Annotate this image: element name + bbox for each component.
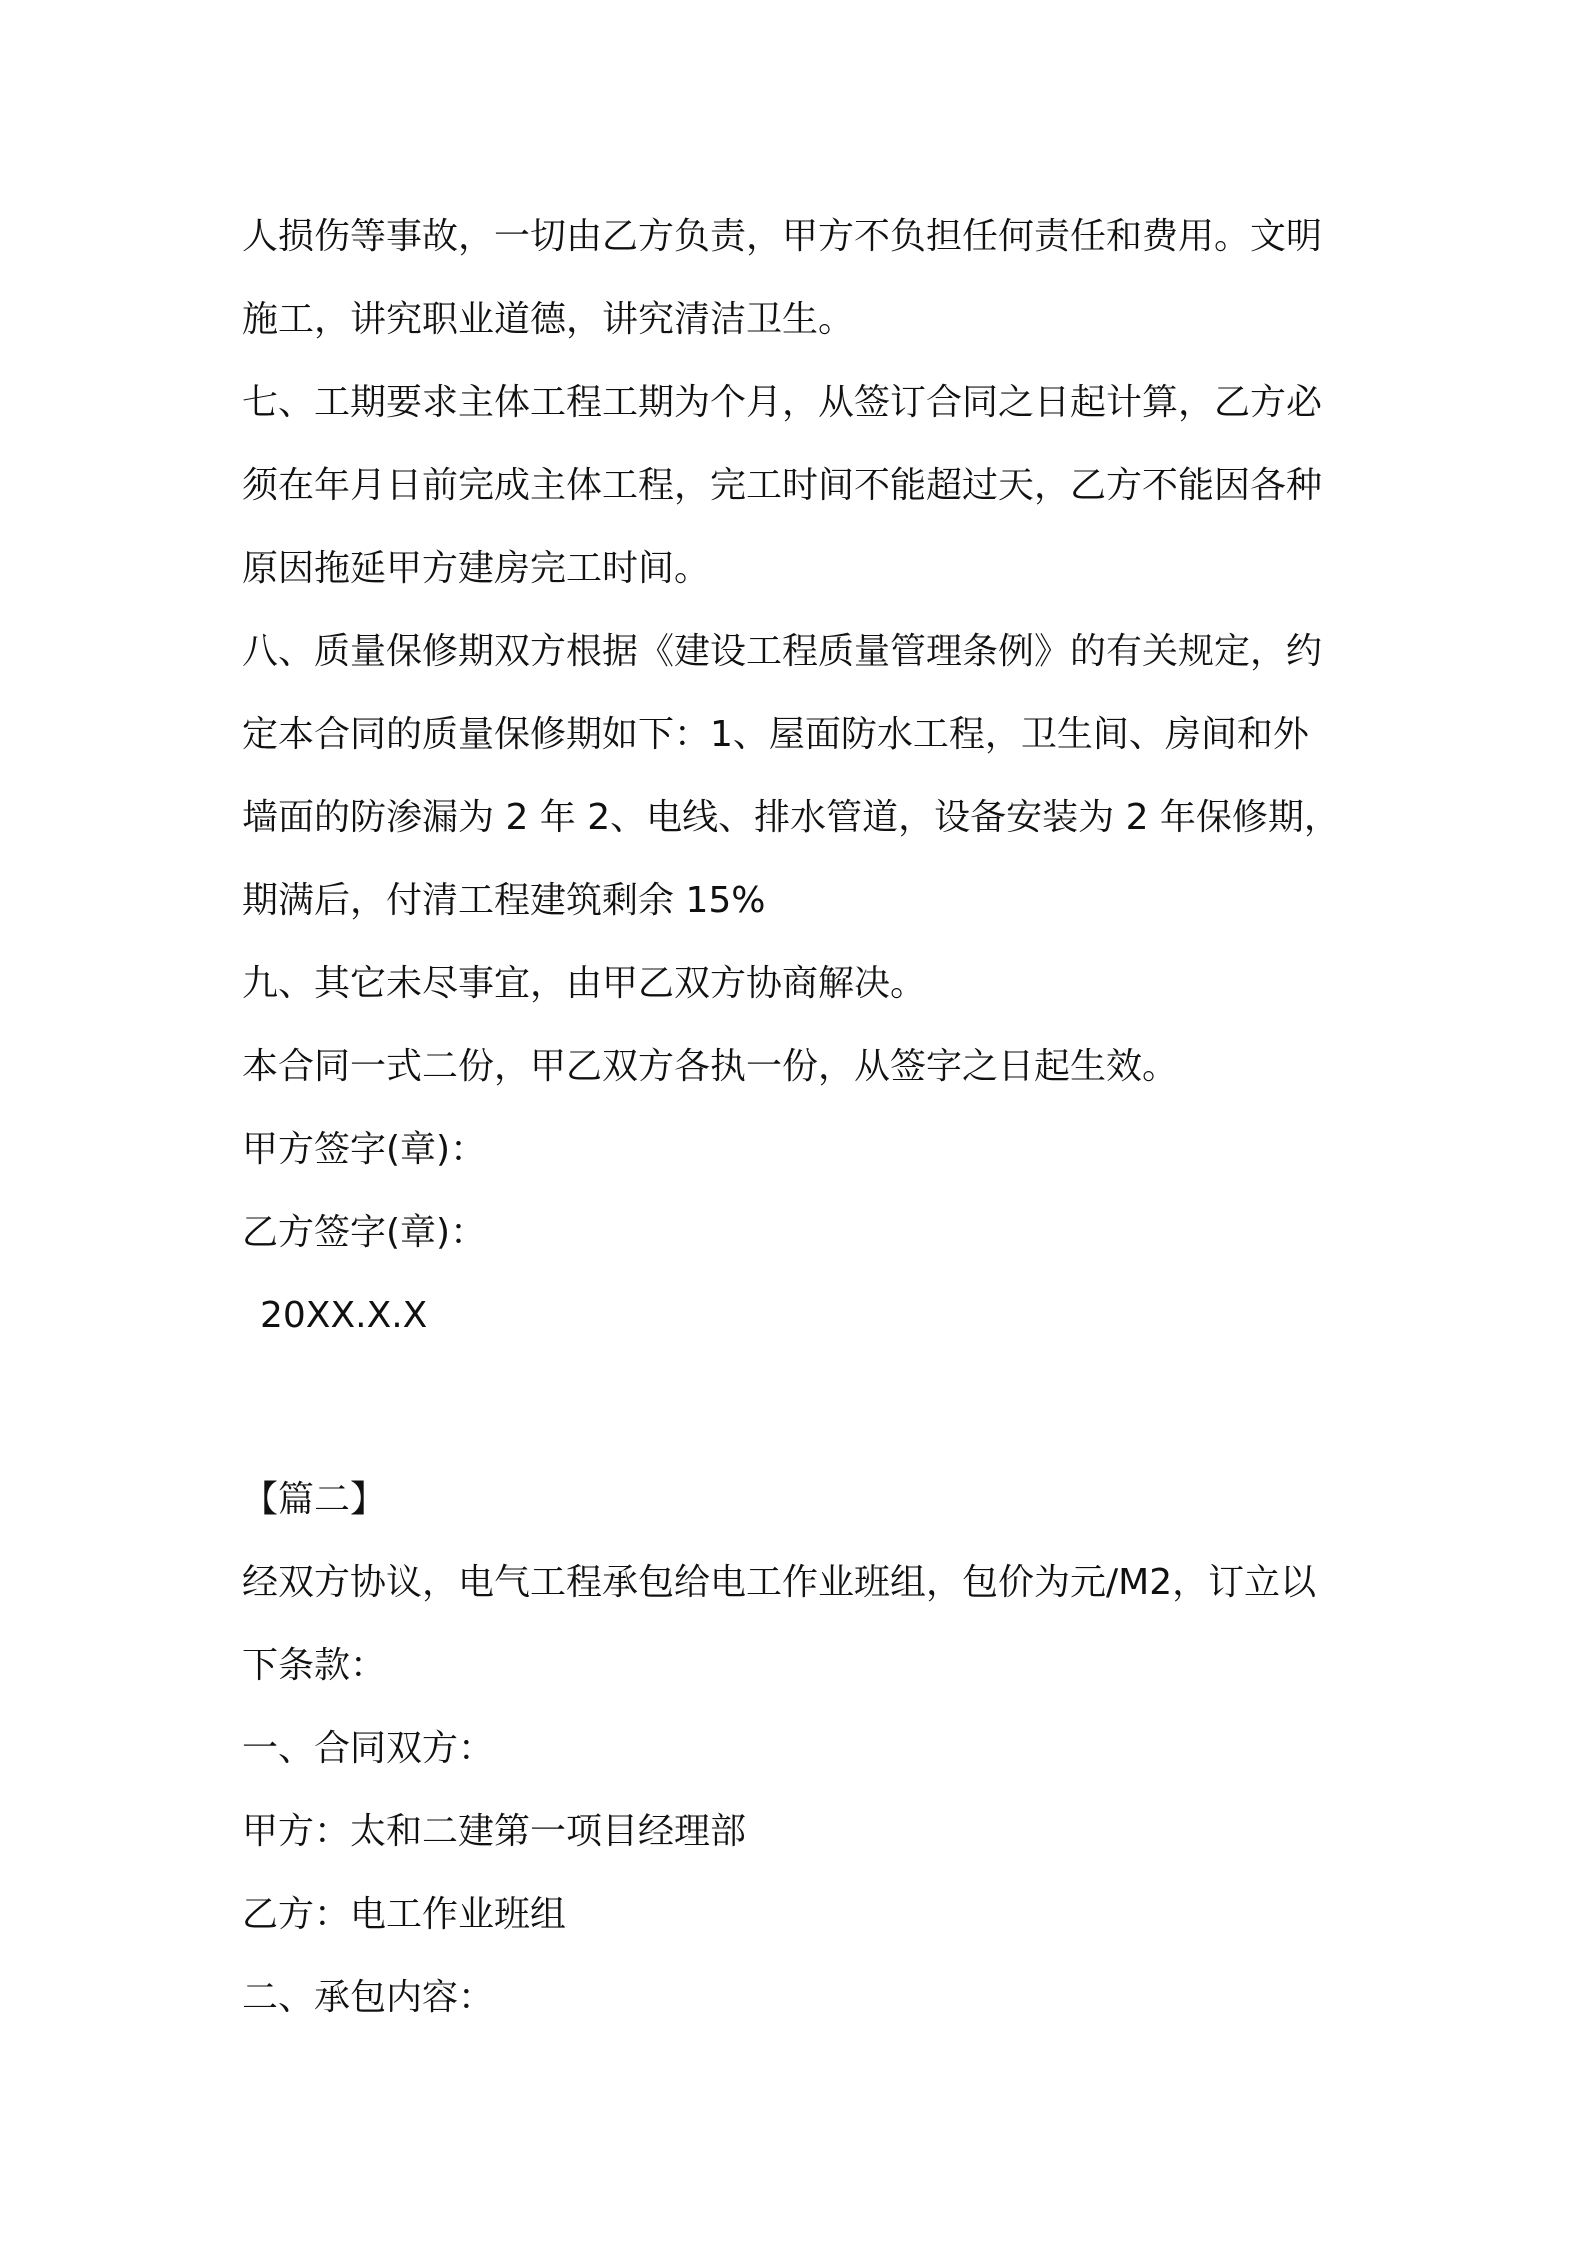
document-body (242, 195, 1362, 2039)
paragraph-line: 定本合同的质量保修期如下：1、屋面防水工程，卫生间、房间和外 (242, 714, 1309, 755)
clause-two-line: 二、承包内容： (242, 1977, 495, 2018)
clause-seven-line: 七、工期要求主体工程工期为个月，从签订合同之日起计算，乙方必 (242, 382, 1323, 423)
validity-line: 本合同一式二份，甲乙双方各执一份，从签字之日起生效。 (242, 1046, 1179, 1087)
party-a-line: 甲方：太和二建第一项目经理部 (242, 1811, 747, 1852)
section-title: 【篇二】 (242, 1479, 387, 1520)
paragraph-line: 经双方协议，电气工程承包给电工作业班组，包价为元/M2，订立以 (242, 1562, 1317, 1603)
clause-one-line: 一、合同双方： (242, 1728, 495, 1769)
contract-date: 20XX.X.X (260, 1295, 428, 1336)
paragraph-line: 期满后，付清工程建筑剩余 15% (242, 880, 766, 921)
party-b-signature-line: 乙方签字(章)： (242, 1212, 487, 1253)
paragraph-line: 墙面的防渗漏为 2 年 2、电线、排水管道，设备安装为 2 年保修期， (242, 797, 1340, 838)
paragraph-line: 须在年月日前完成主体工程，完工时间不能超过天，乙方不能因各种 (242, 465, 1323, 506)
party-a-signature-line: 甲方签字(章)： (242, 1129, 487, 1170)
paragraph-line: 施工，讲究职业道德，讲究清洁卫生。 (242, 299, 855, 340)
section-spacer (242, 1357, 1362, 1458)
party-b-line: 乙方：电工作业班组 (242, 1894, 567, 1935)
clause-eight-line: 八、质量保修期双方根据《建设工程质量管理条例》的有关规定，约 (242, 631, 1323, 672)
paragraph-line: 人损伤等事故，一切由乙方负责，甲方不负担任何责任和费用。文明 (242, 216, 1323, 257)
paragraph-line: 下条款： (242, 1645, 387, 1686)
clause-nine-line: 九、其它未尽事宜，由甲乙双方协商解决。 (242, 963, 927, 1004)
paragraph-line: 原因拖延甲方建房完工时间。 (242, 548, 711, 589)
